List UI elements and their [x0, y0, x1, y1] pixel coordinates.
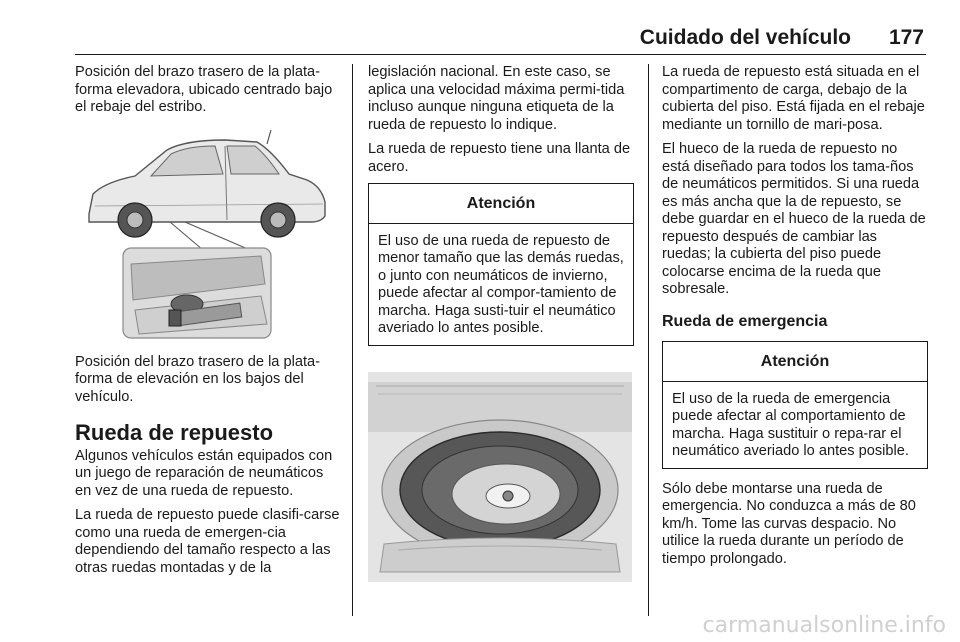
car-lift-point-illustration [75, 124, 341, 342]
paragraph: Sólo debe montarse una rueda de emergencia. No conduzca a más de 80 km/h. Tome las curvas despacio. No utilice la rueda durante un período de tiempo prolongado. [662, 480, 916, 567]
warning-title: Atención [663, 342, 927, 382]
column-3 [662, 64, 928, 575]
section-heading: Rueda de repuesto [75, 420, 274, 445]
header-rule [75, 54, 926, 55]
spare-wheel-illustration [368, 372, 632, 582]
paragraph: La rueda de repuesto puede clasifi-carse como una rueda de emergen-cia dependiendo del tamaño respecto a las otras ruedas montadas y de la [75, 507, 340, 576]
paragraph: legislación nacional. En este caso, se aplica una velocidad máxima permi-tida incluso aunque ninguna etiqueta de la rueda de repuesto lo indique. [368, 64, 625, 133]
paragraph: Algunos vehículos están equipados con un juego de reparación de neumáticos en vez de una rueda de repuesto. [75, 447, 333, 499]
page-header [75, 26, 926, 56]
paragraph: Posición del brazo trasero de la plata-forma elevadora, ubicado centrado bajo el rebaje del estribo. [75, 64, 333, 115]
subsection-heading: Rueda de emergencia [662, 312, 828, 330]
column-2 [368, 64, 634, 582]
warning-text: El uso de la rueda de emergencia puede afectar al comportamiento de marcha. Haga sustituir o repa-rar el neumático averiado lo antes posible. [672, 390, 909, 459]
warning-box [368, 183, 634, 346]
warning-box [662, 341, 928, 469]
paragraph: La rueda de repuesto tiene una llanta de acero. [368, 141, 631, 175]
warning-title: Atención [369, 184, 633, 224]
paragraph: La rueda de repuesto está situada en el compartimento de carga, debajo de la cubierta del piso. Está fijada en el rebaje mediante un tornillo de mari-posa. [662, 64, 925, 133]
paragraph: El hueco de la rueda de repuesto no está diseñado para todos los tama-ños de neumáticos permitidos. Si una rueda es más ancha que la de repuesto, se debe guardar en el hueco de la rueda de repuesto después de cambiar las ruedas; la cubierta del piso puede colocarse encima de la rueda que sobresale. [662, 141, 926, 297]
column-divider-2 [648, 64, 649, 616]
page-number: 177 [888, 26, 924, 49]
column-1 [75, 64, 341, 584]
watermark: carmanualsonline.info [702, 613, 946, 638]
section-title: Cuidado del vehículo [639, 26, 851, 49]
column-divider-1 [352, 64, 353, 616]
paragraph: Posición del brazo trasero de la plata-forma de elevación en los bajos del vehículo. [75, 353, 320, 405]
warning-text: El uso de una rueda de repuesto de menor tamaño que las demás ruedas, o junto con neumáticos de invierno, puede afectar al compor-tamiento de marcha. Haga susti-tuir el neumático averiado lo antes posible. [378, 232, 624, 336]
